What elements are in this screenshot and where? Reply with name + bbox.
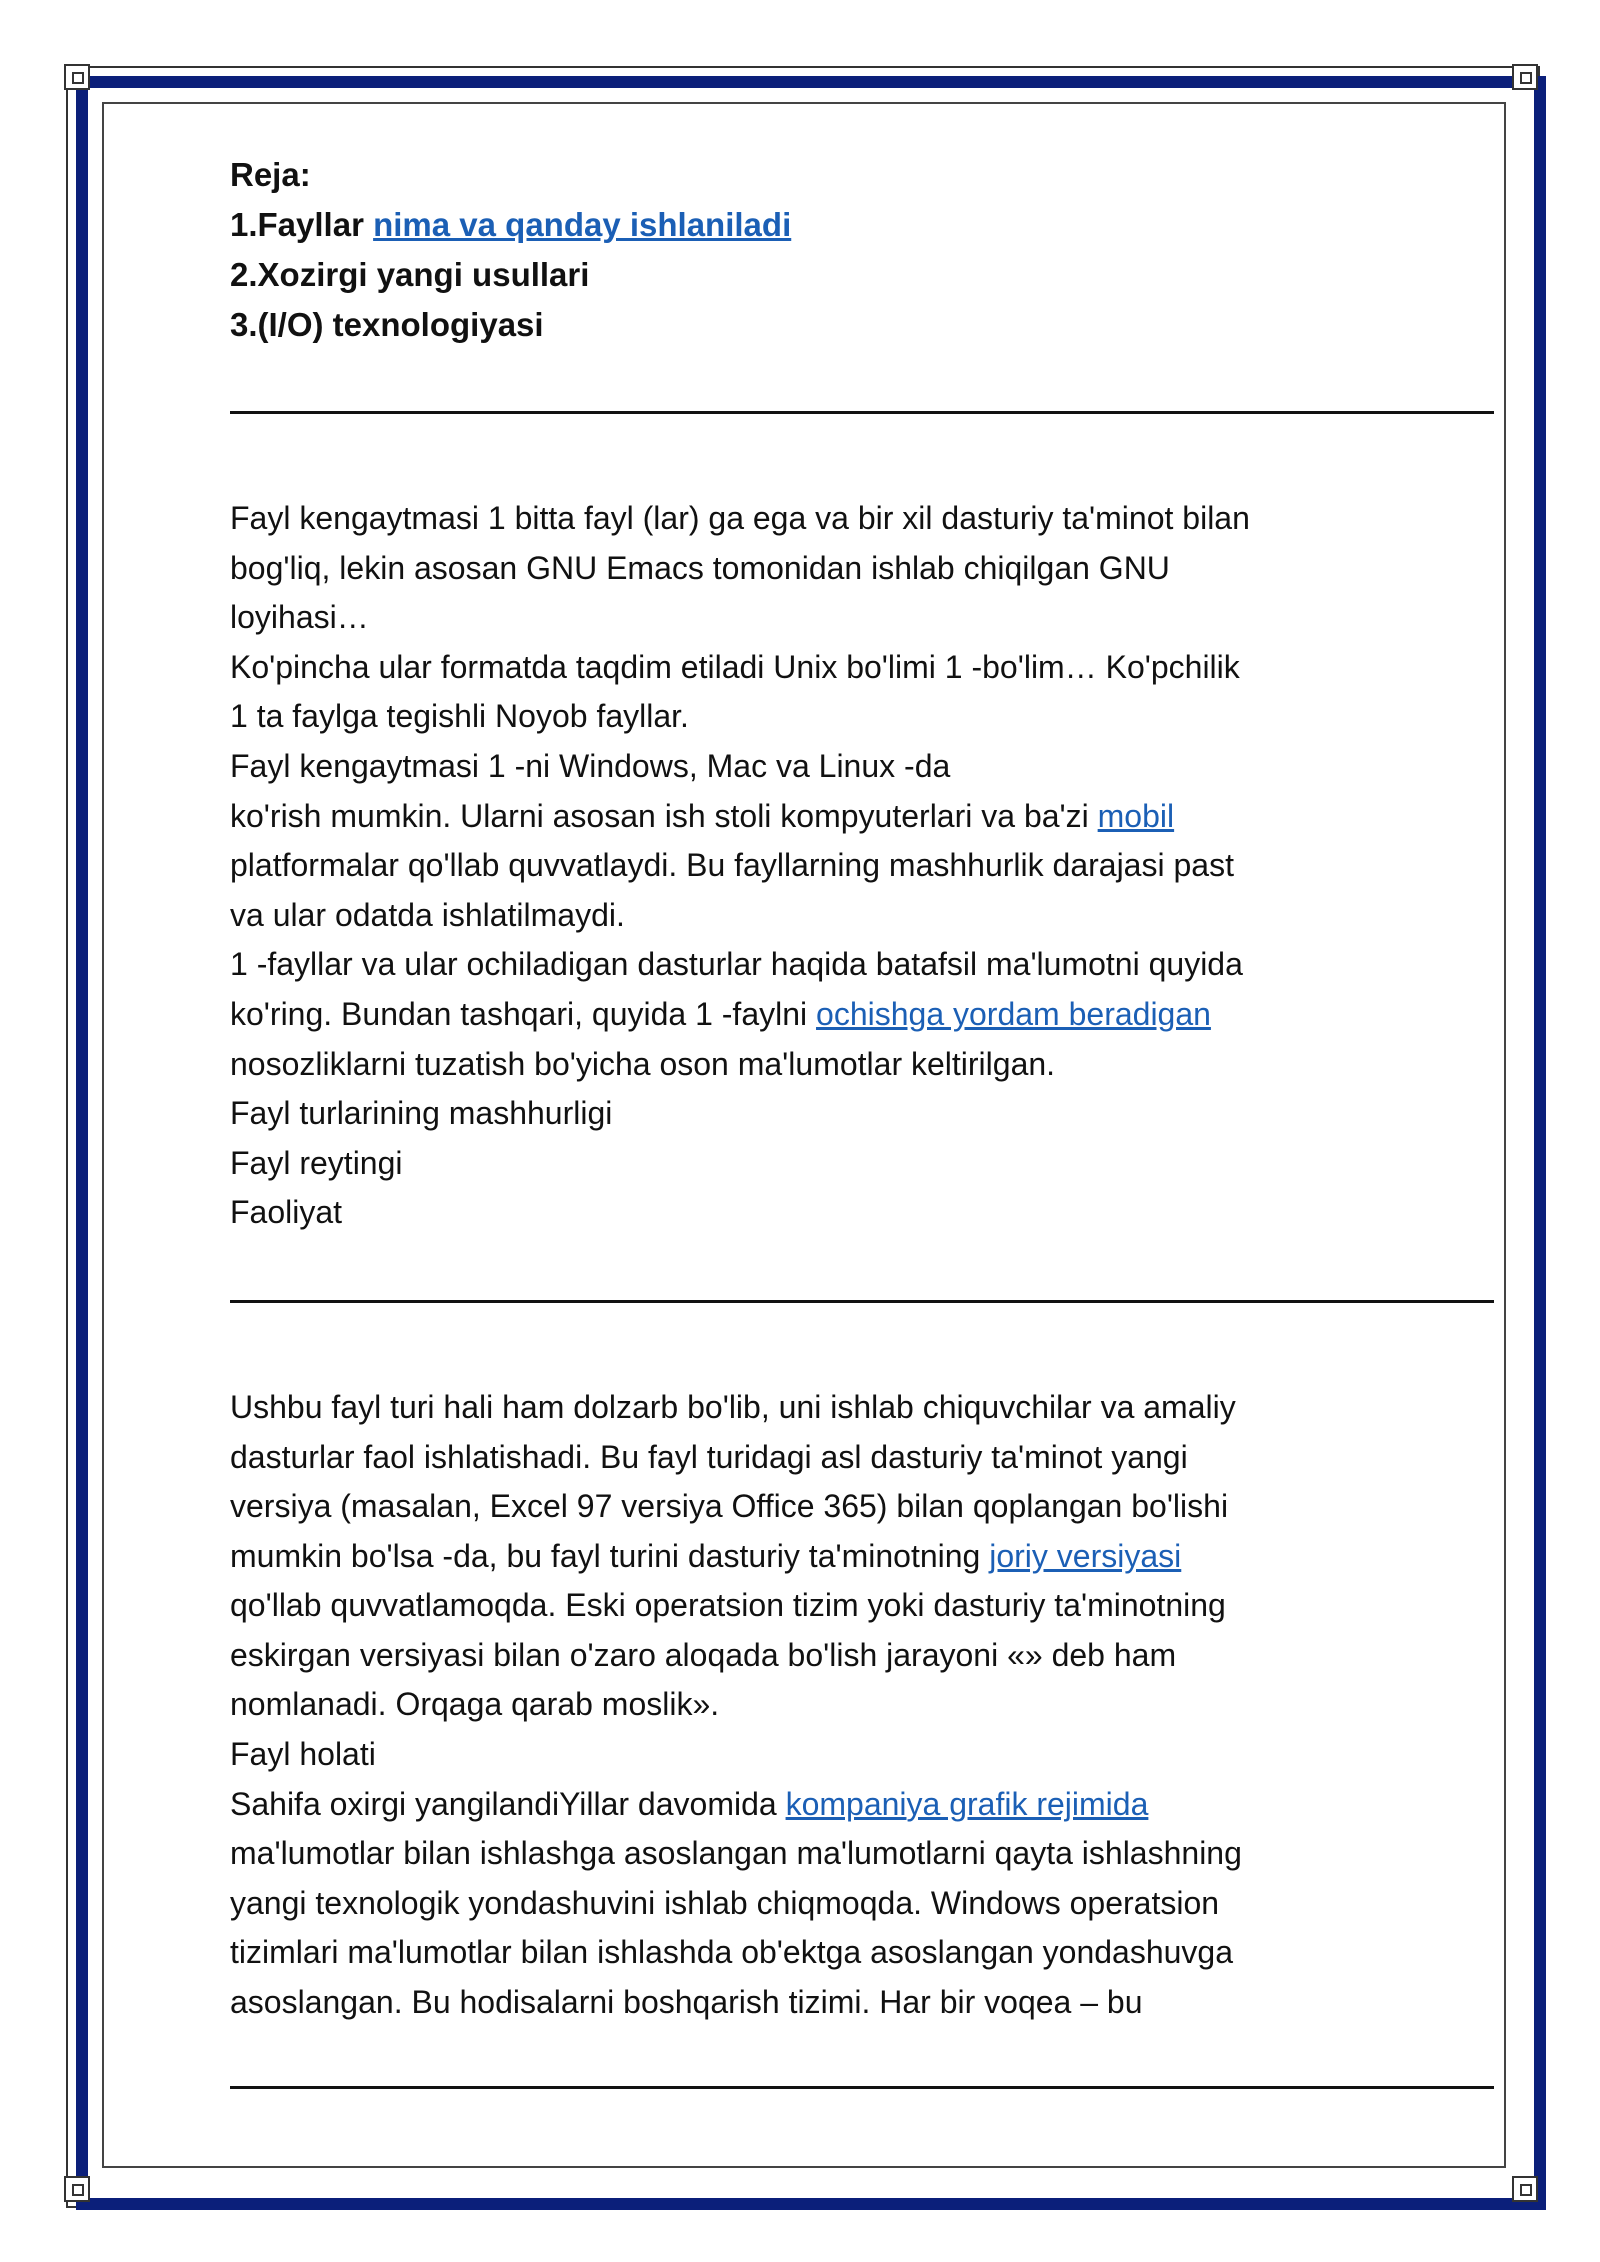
section-1-line: bog'liq, lekin asosan GNU Emacs tomonidan ishlab chiqilgan GNU [230, 549, 1170, 586]
plan-heading: Reja: [230, 156, 311, 193]
section-2-line: eskirgan versiyasi bilan o'zaro aloqada bo'lish jarayoni «» deb ham [230, 1636, 1177, 1673]
section-2-line [230, 1780, 1390, 1830]
mobil-link[interactable]: mobil [1097, 797, 1175, 834]
divider-3 [230, 2086, 1494, 2089]
section-2-text [230, 1383, 1390, 2028]
section-2-line: yangi texnologik yondashuvini ishlab chiqmoqda. Windows operatsion [230, 1884, 1220, 1921]
corner-ornament-top-left [64, 64, 90, 90]
section-1-line [230, 792, 1390, 842]
divider-1 [230, 411, 1494, 414]
divider-2 [230, 1300, 1494, 1303]
corner-ornament-bottom-right [1512, 2176, 1538, 2202]
section-2-line: dasturlar faol ishlatishadi. Bu fayl turidagi asl dasturiy ta'minot yangi [230, 1438, 1188, 1475]
kompaniya-link[interactable]: kompaniya grafik rejimida [785, 1785, 1149, 1822]
section-1-line: va ular odatda ishlatilmaydi. [230, 896, 625, 933]
section-2-line: asoslangan. Bu hodisalarni boshqarish tizimi. Har bir voqea – bu [230, 1984, 1143, 2021]
section-1-line: platformalar qo'llab quvvatlaydi. Bu fayllarning mashhurlik darajasi past [230, 847, 1234, 884]
section-1-line: 1 -fayllar va ular ochiladigan dasturlar haqida batafsil ma'lumotni quyida [230, 946, 1243, 983]
section-2-line: Fayl holati [230, 1736, 376, 1773]
section-1-line: nosozliklarni tuzatish bo'yicha oson ma'lumotlar keltirilgan. [230, 1045, 1056, 1082]
section-2-line: qo'llab quvvatlamoqda. Eski operatsion tizim yoki dasturiy ta'minotning [230, 1587, 1226, 1624]
section-1-line: 1 ta faylga tegishli Noyob fayllar. [230, 698, 689, 735]
section-2-line: nomlanadi. Orqaga qarab moslik». [230, 1686, 720, 1723]
plan-item-1-text: 1.Fayllar [230, 206, 374, 243]
section-2-line: ma'lumotlar bilan ishlashga asoslangan ma'lumotlarni qayta ishlashning [230, 1835, 1242, 1872]
section-1-line: loyihasi… [230, 599, 369, 636]
document-content [230, 150, 1494, 2089]
section-1-line: Fayl kengaytmasi 1 bitta fayl (lar) ga ega va bir xil dasturiy ta'minot bilan [230, 500, 1250, 536]
section-2-line [230, 1532, 1390, 1582]
plan-item-1 [230, 200, 1494, 250]
section-2-line: Ushbu fayl turi hali ham dolzarb bo'lib, uni ishlab chiquvchilar va amaliy [230, 1388, 1236, 1425]
plan-item-1-link[interactable]: nima va qanday ishlaniladi [373, 206, 792, 243]
section-1-line: Ko'pincha ular formatda taqdim etiladi Unix bo'limi 1 -bo'lim… Ko'pchilik [230, 648, 1240, 685]
section-1-line-text: ko'rish mumkin. Ularni asosan ish stoli kompyuterlari va ba'zi [230, 797, 1098, 834]
section-2-line: versiya (masalan, Excel 97 versiya Office 365) bilan qoplangan bo'lishi [230, 1488, 1229, 1525]
plan-item-2: 2.Xozirgi yangi usullari [230, 256, 590, 293]
ochishga-link[interactable]: ochishga yordam beradigan [816, 995, 1211, 1032]
plan-item-3: 3.(I/O) texnologiyasi [230, 306, 544, 343]
section-1-line: Fayl turlarining mashhurligi [230, 1095, 613, 1132]
corner-ornament-top-right [1512, 64, 1538, 90]
section-1-line: Fayl kengaytmasi 1 -ni Windows, Mac va Linux -da [230, 747, 951, 784]
section-1-line [230, 990, 1390, 1040]
section-1-line: Faoliyat [230, 1194, 343, 1231]
section-2-line-text: mumkin bo'lsa -da, bu fayl turini dasturiy ta'minotning [230, 1537, 990, 1574]
section-1-line: Fayl reytingi [230, 1144, 403, 1181]
section-2-line-text: Sahifa oxirgi yangilandiYillar davomida [230, 1785, 786, 1822]
corner-ornament-bottom-left [64, 2176, 90, 2202]
section-2-line: tizimlari ma'lumotlar bilan ishlashda ob'ektga asoslangan yondashuvga [230, 1934, 1234, 1971]
section-1-text [230, 494, 1390, 1238]
plan-list [230, 150, 1494, 350]
joriy-versiyasi-link[interactable]: joriy versiyasi [989, 1537, 1182, 1574]
section-1-line-text: ko'ring. Bundan tashqari, quyida 1 -faylni [230, 995, 817, 1032]
